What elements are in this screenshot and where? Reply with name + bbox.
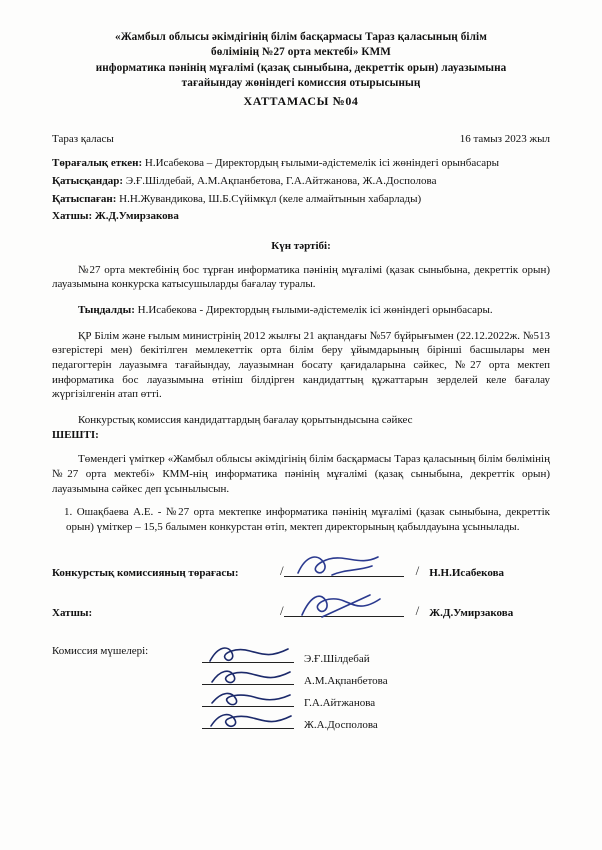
decision-text: Төмендегі үміткер «Жамбыл облысы әкімдігінің білім басқармасы Тараз қаласының білім бөлімінің №27 орта мектебі» КММ-нің информатика пәнінің мұғалімі (қазақ сыныбына, декреттік орын) лауазымына сәйкес деп ұсынылысын.	[52, 453, 550, 495]
place-text: Тараз қаласы	[52, 133, 114, 146]
signature-name-chair: Н.Н.Исабекова	[429, 566, 505, 579]
member-row	[202, 709, 550, 731]
attendees-label: Қатысқандар:	[52, 174, 124, 187]
agenda-heading: Күн тәртібі:	[271, 239, 331, 252]
slash-right-secretary: /	[415, 602, 420, 618]
signature-mark-secretary	[292, 589, 392, 619]
agenda-text: №27 орта мектебінің бос тұрған информатика пәнінің мұғалімі (қазак сыныбына, декреттік орын) лауазымына конкурска катысушыларды бағалау туралы.	[52, 263, 550, 291]
body-paragraph: ҚР Білім және ғылым министрінің 2012 жылғы 21 ақпандағы №57 бұйрығымен (22.12.2022ж. №513 өзгерістері мен) бекітілген мемлекеттік орта білім беру ұйымдарының бірінші басшылары мен педагогтерін лауазымға тағайындау, лауазымнан босату қағидаларына сәйкес, №27 орта мектеп информатика бос лауазымына өтініш білдірген кандидаттың құжаттарын зерделей келе бағалау жүргізілгенін атап өтті.	[52, 329, 550, 401]
signature-row-chair	[52, 561, 550, 579]
member-row	[202, 665, 550, 687]
member-signature-mark	[202, 711, 294, 731]
member-signature-mark	[202, 689, 294, 709]
absent-paragraph	[52, 192, 550, 207]
members-list	[202, 643, 550, 731]
title-line-2: бөлімінің №27 орта мектебі» КММ	[211, 46, 391, 59]
signature-row-secretary	[52, 601, 550, 619]
member-signature-mark	[202, 645, 294, 665]
member-ink-3	[206, 688, 298, 708]
member-row	[202, 643, 550, 665]
signature-line-chair	[284, 561, 404, 579]
decision-label: ШЕШТІ:	[52, 429, 99, 442]
date-text: 16 тамыз 2023 жыл	[459, 133, 550, 146]
member-row	[202, 687, 550, 709]
members-block	[52, 645, 550, 731]
listened-paragraph	[52, 303, 550, 318]
member-ink-1	[206, 644, 298, 664]
attendees-paragraph	[52, 174, 550, 189]
member-ink-4	[206, 710, 298, 730]
slash-left-chair: /	[280, 562, 284, 578]
conclusion-paragraph: Конкурстық комиссия кандидаттардың бағалау қорытындысына сәйкес	[78, 413, 413, 426]
member-ink-2	[206, 666, 298, 686]
secretary-paragraph	[52, 209, 550, 224]
meta-row	[52, 133, 550, 145]
protocol-number: ХАТТАМАСЫ №04	[243, 93, 359, 108]
title-line-3: информатика пәнінің мұғалімі (қазақ сыныбына, декреттік орын) лауазымына	[95, 61, 507, 74]
decision-item-1: 1. Ошақбаева А.Е. - №27 орта мектепке информатика пәнінің мұғалімі (қазак сыныбына, декреттік орын) үміткер – 15,5 балымен конкурстан өтіп, мектеп директорының қабылдауына ұсынылады.	[64, 506, 550, 533]
document-body	[52, 30, 550, 731]
attendees-text: Э.Ғ.Шілдебай, А.М.Ақпанбетова, Г.А.Айтжанова, Ж.А.Доспoлова	[123, 174, 437, 187]
title-line-1: «Жамбыл облысы әкімдігінің білім басқармасы Тараз қаласының білім	[115, 31, 487, 43]
slash-right-chair: /	[415, 562, 420, 578]
absent-label: Қатыспаған:	[52, 192, 117, 205]
members-label: Комиссия мүшелері:	[52, 644, 149, 657]
title-line-4: тағайындау жөніндегі комиссия отырысының	[181, 77, 421, 90]
chair-paragraph	[52, 156, 550, 171]
document-title	[52, 30, 550, 109]
member-name: Ж.А.Доспoлова	[304, 718, 378, 731]
signature-mark-chair	[292, 549, 392, 579]
signature-block	[52, 561, 550, 619]
secretary-label: Хатшы:	[52, 210, 93, 223]
listened-text: Н.Исабекова - Директордың ғылыми-әдістемелік ісі жөніндегі орынбасары.	[134, 304, 493, 317]
absent-text: Н.Н.Жувандикова, Ш.Б.Сүйімкұл (келе алмайтынын хабарлады)	[116, 192, 422, 205]
listened-label: Тыңдалды:	[78, 304, 135, 317]
signature-role-chair: Конкурстық комиссияның төрағасы:	[52, 566, 239, 579]
member-name: Г.А.Айтжанова	[304, 696, 376, 709]
chair-text: Н.Исабекова – Директордың ғылыми-әдістемелік ісі жөніндегі орынбасары	[142, 157, 499, 170]
chair-label: Төрағалық еткен:	[52, 157, 143, 170]
slash-left-secretary: /	[280, 602, 284, 618]
secretary-text: Ж.Д.Умирзакова	[92, 210, 179, 223]
signature-line-secretary	[284, 601, 404, 619]
member-name: Э.Ғ.Шілдебай	[304, 652, 370, 665]
signature-role-secretary: Хатшы:	[52, 606, 93, 619]
member-signature-mark	[202, 667, 294, 687]
member-name: А.М.Ақпанбетова	[304, 674, 388, 687]
signature-name-secretary: Ж.Д.Умирзакова	[429, 606, 514, 619]
